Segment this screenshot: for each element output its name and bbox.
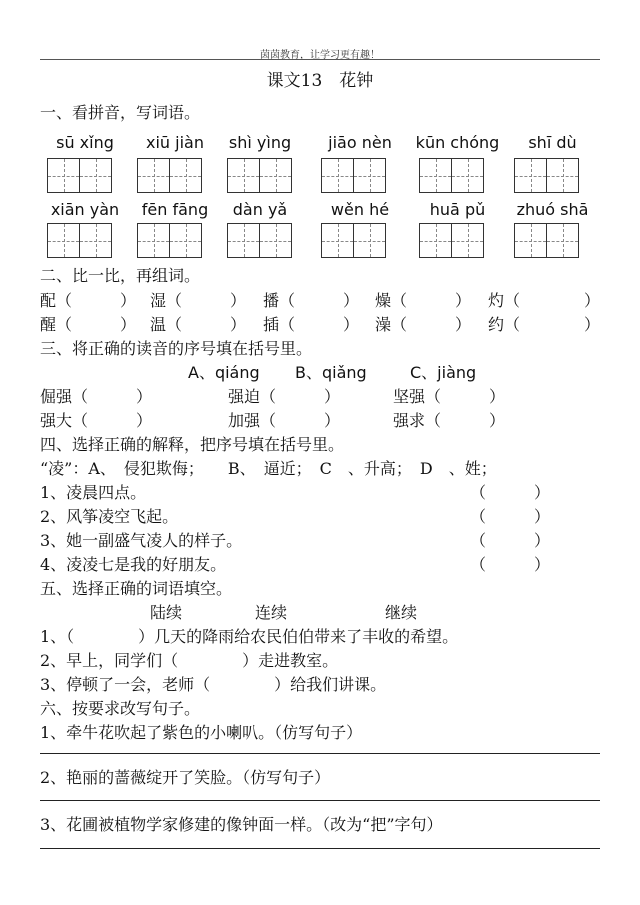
answer-blank[interactable]: （ ）: [470, 531, 551, 550]
word-choice: 连续: [255, 603, 288, 622]
reading-item[interactable]: 强大（ ）: [40, 411, 153, 430]
word-pair-item[interactable]: 温（ ）: [150, 315, 247, 334]
rewrite-prompt: 2、艳丽的蔷薇绽开了笑脸。（仿写句子）: [40, 768, 331, 787]
section5-heading: 五、选择正确的词语填空。: [40, 579, 233, 598]
reading-option: B、qiǎng: [295, 363, 367, 382]
pinyin-label: shì yìng: [228, 133, 292, 152]
writing-grid[interactable]: [47, 223, 112, 258]
reading-item[interactable]: 坚强（ ）: [393, 387, 506, 406]
word-pair-item[interactable]: 约（ ）: [488, 315, 601, 334]
writing-grid[interactable]: [419, 158, 484, 193]
pinyin-label: wěn hé: [330, 200, 390, 219]
writing-grid[interactable]: [47, 158, 112, 193]
reading-option: C、jiàng: [410, 363, 477, 382]
pinyin-label: sū xǐng: [56, 133, 114, 152]
pinyin-label: zhuó shā: [516, 200, 589, 219]
answer-blank[interactable]: （ ）: [470, 507, 551, 526]
word-pair-item[interactable]: 插（ ）: [263, 315, 360, 334]
pinyin-label: jiāo nèn: [328, 133, 392, 152]
pinyin-label: dàn yǎ: [232, 200, 288, 219]
writing-grid[interactable]: [227, 158, 292, 193]
pinyin-label: xiān yàn: [50, 200, 120, 219]
answer-blank[interactable]: （ ）: [470, 483, 551, 502]
word-pair-item[interactable]: 配（ ）: [40, 291, 137, 310]
answer-blank[interactable]: （ ）: [470, 555, 551, 574]
pinyin-label: shī dù: [528, 133, 577, 152]
writing-grid[interactable]: [227, 223, 292, 258]
answer-line[interactable]: [40, 753, 600, 754]
writing-grid[interactable]: [137, 223, 202, 258]
rewrite-prompt: 3、花圃被植物学家修建的像钟面一样。（改为“把”字句）: [40, 815, 443, 834]
word-pair-item[interactable]: 湿（ ）: [150, 291, 247, 310]
section6-heading: 六、按要求改写句子。: [40, 699, 201, 718]
section4-heading: 四、选择正确的解释，把序号填在括号里。: [40, 435, 345, 454]
answer-line[interactable]: [40, 848, 600, 849]
pinyin-label: xiū jiàn: [146, 133, 204, 152]
reading-item[interactable]: 倔强（ ）: [40, 387, 153, 406]
writing-grid[interactable]: [514, 158, 579, 193]
fill-item[interactable]: 3、停顿了一会，老师（ ）给我们讲课。: [40, 675, 387, 694]
question-item: 1、凌晨四点。: [40, 483, 147, 502]
fill-item[interactable]: 1、（ ）几天的降雨给农民伯伯带来了丰收的希望。: [40, 627, 459, 646]
reading-option: A、qiáng: [188, 363, 260, 382]
word-pair-item[interactable]: 播（ ）: [263, 291, 360, 310]
word-choice: 继续: [385, 603, 418, 622]
section1-heading: 一、看拼音，写词语。: [40, 103, 201, 122]
word-pair-item[interactable]: 醒（ ）: [40, 315, 137, 334]
question-item: 3、她一副盛气凌人的样子。: [40, 531, 243, 550]
definition-line: “凌”：A、 侵犯欺侮； B、 逼近； C 、升高； D 、姓；: [40, 459, 497, 478]
word-pair-item[interactable]: 灼（ ）: [488, 291, 601, 310]
answer-line[interactable]: [40, 800, 600, 801]
fill-item[interactable]: 2、早上，同学们（ ）走进教室。: [40, 651, 339, 670]
writing-grid[interactable]: [321, 223, 386, 258]
reading-item[interactable]: 强求（ ）: [393, 411, 506, 430]
word-pair-item[interactable]: 澡（ ）: [375, 315, 472, 334]
question-item: 2、风筝凌空飞起。: [40, 507, 179, 526]
section3-heading: 三、将正确的读音的序号填在括号里。: [40, 339, 313, 358]
writing-grid[interactable]: [137, 158, 202, 193]
pinyin-label: huā pǔ: [429, 200, 486, 219]
pinyin-label: kūn chóng: [415, 133, 500, 152]
word-pair-item[interactable]: 燥（ ）: [375, 291, 472, 310]
writing-grid[interactable]: [419, 223, 484, 258]
header-divider: [40, 59, 600, 60]
pinyin-label: fēn fāng: [141, 200, 209, 219]
section2-heading: 二、比一比，再组词。: [40, 266, 201, 285]
writing-grid[interactable]: [321, 158, 386, 193]
header-slogan: 茵茵教育，让学习更有趣！: [260, 50, 380, 61]
page-title: 课文13 花钟: [266, 71, 374, 91]
word-choice: 陆续: [150, 603, 183, 622]
rewrite-prompt: 1、牵牛花吹起了紫色的小喇叭。（仿写句子）: [40, 723, 363, 742]
writing-grid[interactable]: [514, 223, 579, 258]
question-item: 4、凌凌七是我的好朋友。: [40, 555, 227, 574]
reading-item[interactable]: 加强（ ）: [228, 411, 341, 430]
reading-item[interactable]: 强迫（ ）: [228, 387, 341, 406]
